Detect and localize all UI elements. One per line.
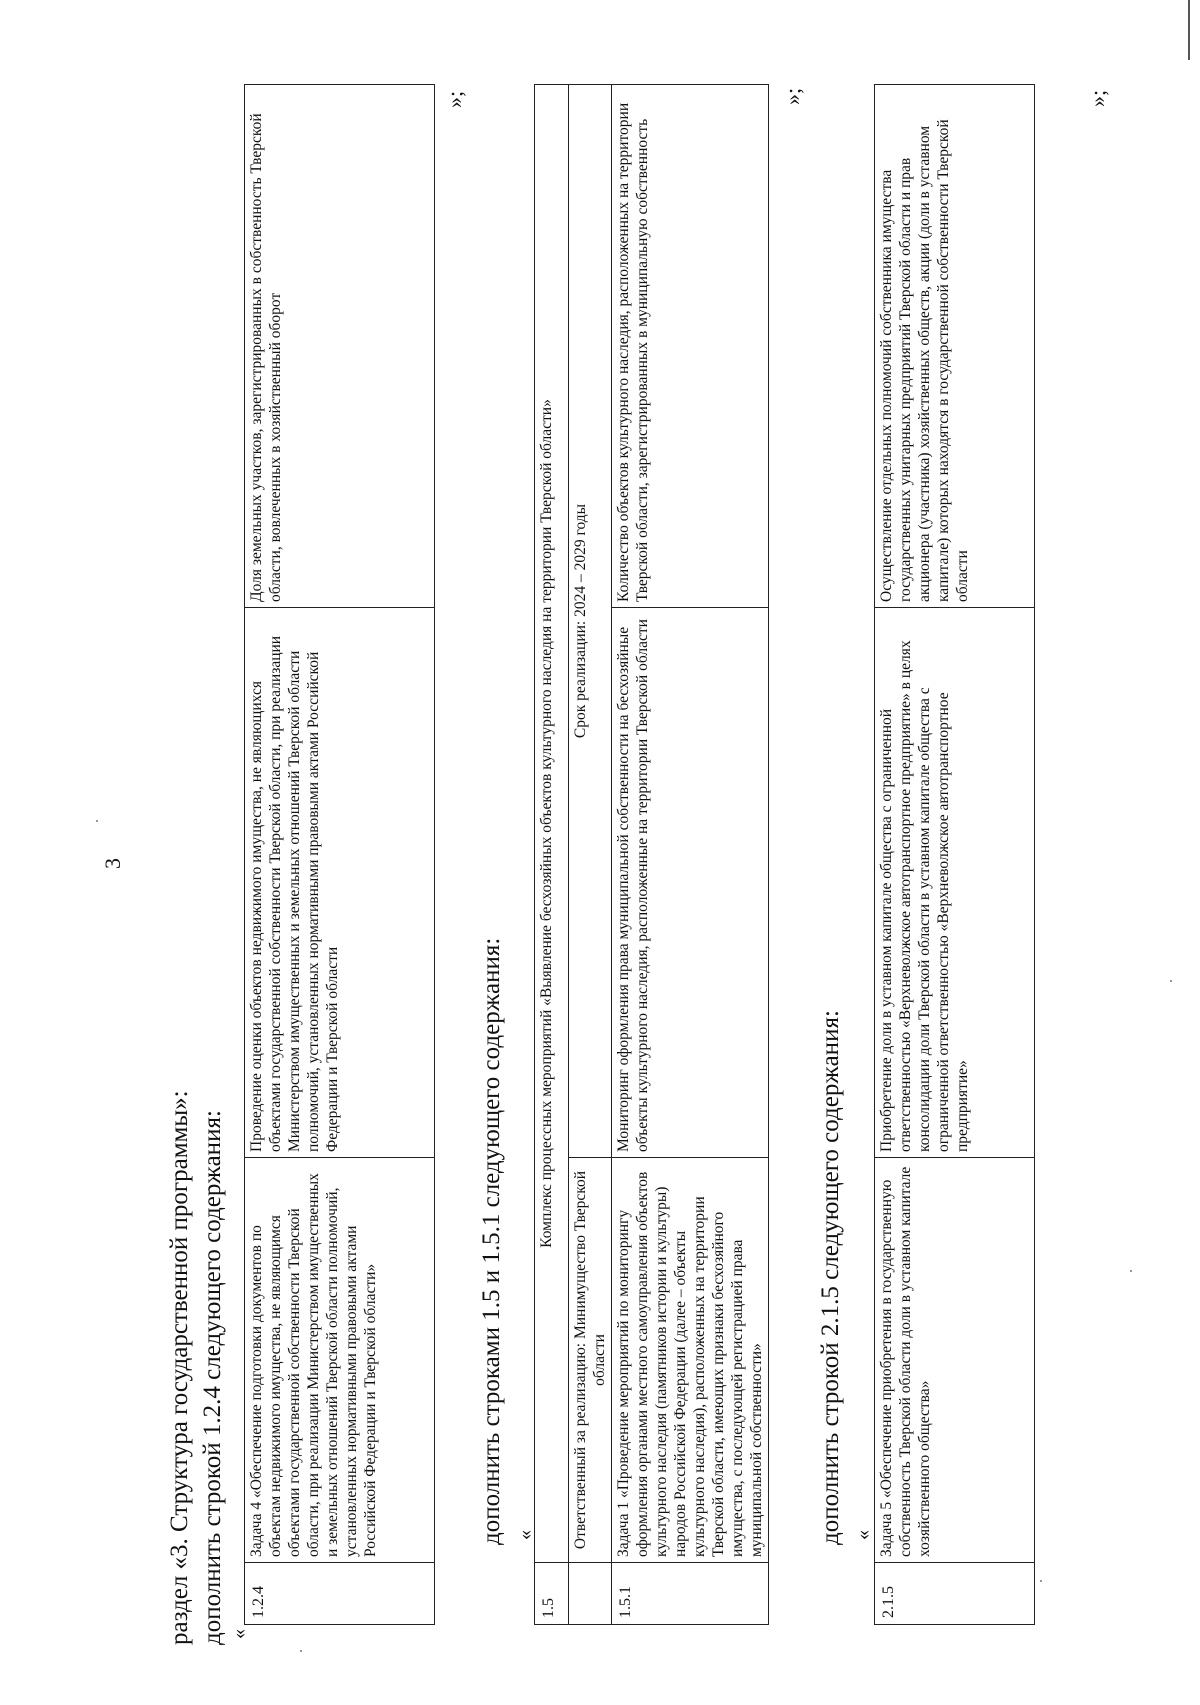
measure-cell: Мониторинг оформления права муниципальной собственности на бесхозяйные объекты культурного наследия, расположенные на территории Тверской области xyxy=(612,608,769,1158)
section-subheading: дополнить строкой 1.2.4 следующего содержания: xyxy=(199,1110,226,1645)
task-cell: Задача 4 «Обеспечение подготовки документов по объектам недвижимого имущества, не являющимся объектами государственной собственности Тверской области, при реализации Министерством имущественных и земельных отношений Тверской области полномочий, установленных нормативными правовыми актами Российской Федерации и Тверской области» xyxy=(245,1158,435,1563)
indicator-cell: Осуществление отдельных полномочий собственника имущества государственных унитарных предприятий Тверской области и прав акционера (участника) хозяйственных обществ, акции (доли в уставном капитале) которых находятся в государственной собственности Тверской области xyxy=(875,85,1035,608)
open-quote: « xyxy=(228,1629,250,1639)
scan-speck xyxy=(1170,980,1172,982)
task-cell: Задача 5 «Обеспечение приобретения в государственную собственность Тверской области доли в уставном капитале хозяйственного общества» xyxy=(875,1158,1035,1563)
page-number: 3 xyxy=(100,858,125,869)
row-number: 2.1.5 xyxy=(875,1563,1035,1625)
measure-cell: Проведение оценки объектов недвижимого имущества, не являющихся объектами государственной собственности Тверской области, при реализации Министерством имущественных и земельных отношений Тверской области полномочий, установленных нормативными правовыми актами Российской Федерации и Тверской области xyxy=(245,608,435,1158)
measure-cell: Приобретение доли в уставном капитале общества с ограниченной ответственностью «Верхневолжское автотранспортное предприятие» в целях консолидации доли Тверской области в уставном капитале общества с ограниченной ответственностью «Верхневолжское автотранспортное предприятие» xyxy=(875,608,1035,1158)
row-number: 1.2.4 xyxy=(245,1563,435,1625)
responsible-cell: Ответственный за реализацию: Минимущество Тверской области xyxy=(569,1158,612,1563)
section-heading: дополнить строками 1.5 и 1.5.1 следующего содержания: xyxy=(478,937,505,1545)
scan-edge-line xyxy=(1188,0,1190,60)
close-quote: »; xyxy=(1085,89,1110,107)
complex-title-cell: Комплекс процессных мероприятий «Выявление бесхозяйных объектов культурного наследия на территории Тверской области» xyxy=(535,85,569,1563)
task-cell: Задача 1 «Проведение мероприятий по мониторингу оформления органами местного самоуправления объектов культурного наследия (памятников истории и культуры) народов Российской Федерации (далее – объекты культурного наследия), расположенных на территории Тверской области, имеющих признаки бесхозяйного имущества, с последующей регистрацией права муниципальной собственности» xyxy=(612,1158,769,1563)
table-row-2-1-5 xyxy=(874,84,1035,1625)
period-cell: Срок реализации: 2024 – 2029 годы xyxy=(569,85,612,1158)
row-number: 1.5.1 xyxy=(612,1563,769,1625)
scan-speck xyxy=(1130,1270,1132,1272)
scan-speck xyxy=(300,1650,302,1652)
empty-cell xyxy=(569,1563,612,1625)
indicator-cell: Количество объектов культурного наследия, расположенных на территории Тверской области, зарегистрированных в муниципальную собственность xyxy=(612,85,769,608)
indicator-cell: Доля земельных участков, зарегистрированных в собственность Тверской области, вовлеченных в хозяйственный оборот xyxy=(245,85,435,608)
open-quote: « xyxy=(852,1530,874,1540)
scan-speck xyxy=(1040,1580,1042,1582)
close-quote: »; xyxy=(780,87,805,105)
section-heading: раздел «3. Структура государственной программы»: xyxy=(166,1090,193,1645)
close-quote: »; xyxy=(442,90,467,108)
table-rows-1-5 xyxy=(534,84,769,1625)
scan-speck xyxy=(96,820,98,822)
open-quote: « xyxy=(514,1530,536,1540)
section-heading: дополнить строкой 2.1.5 следующего содержания: xyxy=(817,1010,844,1545)
table-row-1-2-4 xyxy=(244,84,435,1625)
row-number: 1.5 xyxy=(535,1563,569,1625)
